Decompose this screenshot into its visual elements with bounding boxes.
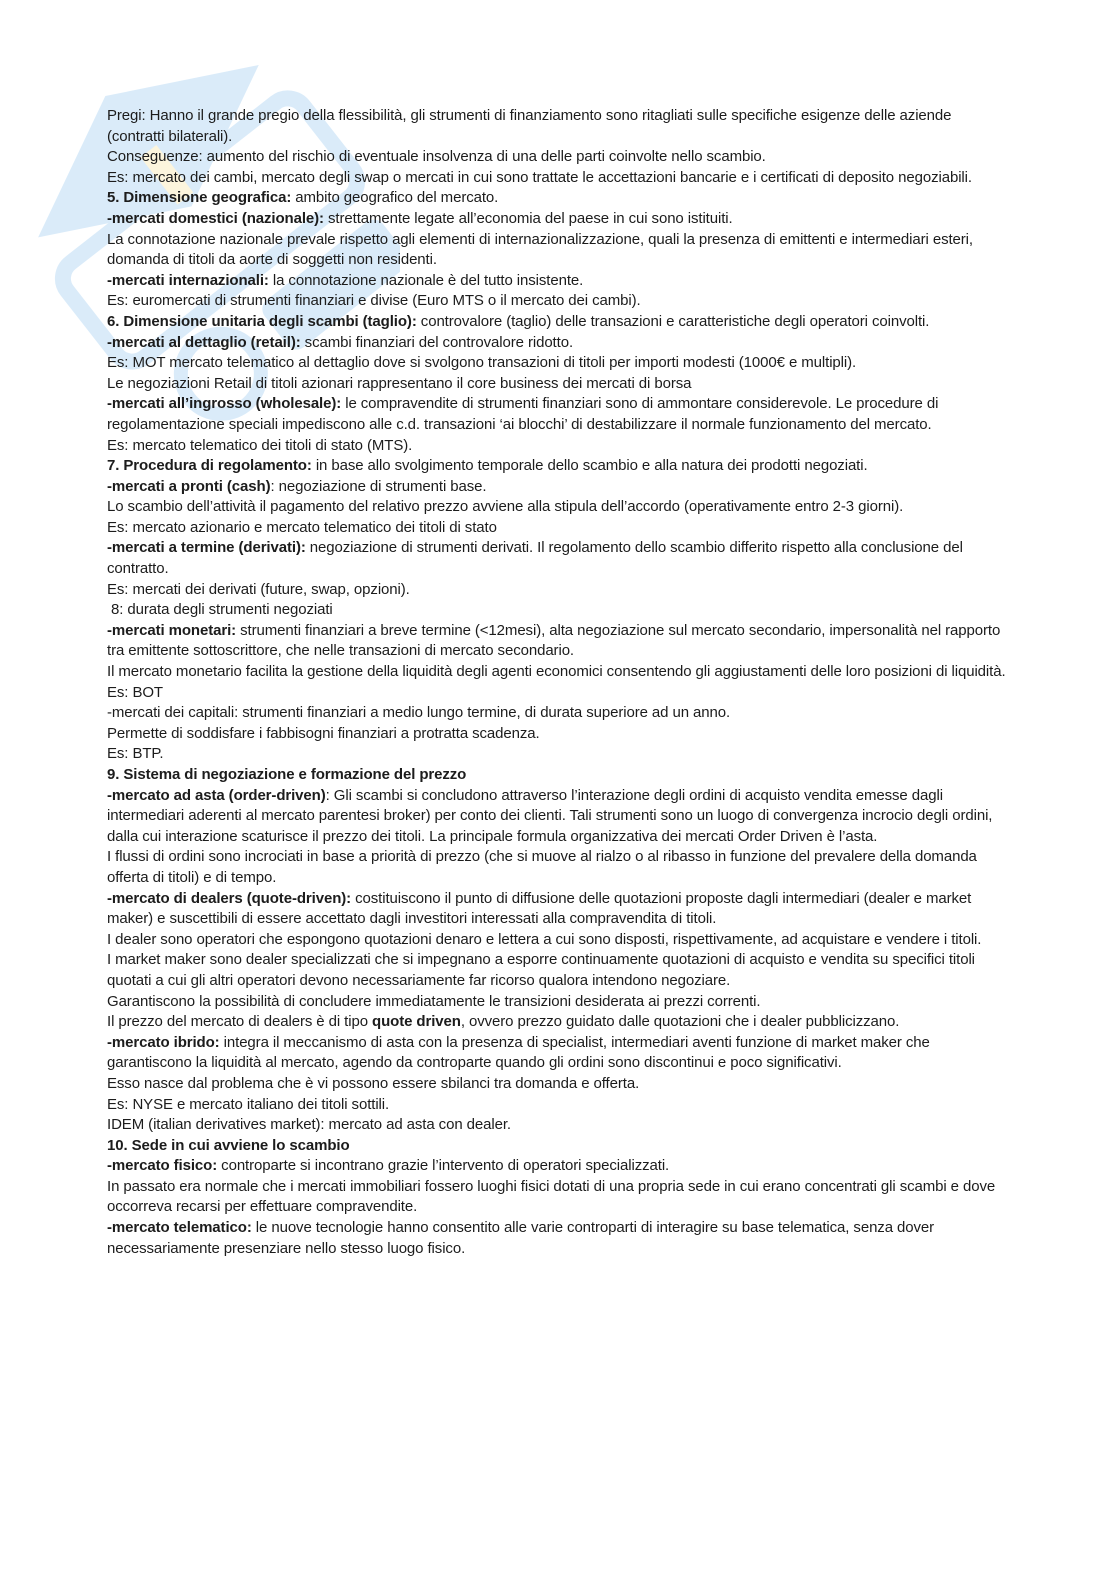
heading-10: 10. Sede in cui avviene lo scambio [107, 1136, 350, 1154]
item-term: -mercati domestici (nazionale): [107, 209, 324, 227]
heading-9: 9. Sistema di negoziazione e formazione del prezzo [107, 766, 467, 783]
item-term: -mercati a termine (derivati): [107, 539, 306, 557]
prezzo-term: quote driven [372, 1013, 461, 1031]
paragraph-prezzo [107, 1012, 1007, 1033]
paragraph-dealer: I dealer sono operatori che espongono quotazioni denaro e lettera a cui sono disposti, rispettivamente, ad acquistare e vendere i titoli. [107, 930, 982, 948]
heading-5-title: 5. Dimensione geografica: [107, 189, 292, 207]
prezzo-text-b: , ovvero prezzo guidato dalle quotazioni che i dealer pubblicizzano. [460, 1013, 900, 1031]
paragraph-conseguenze: Conseguenze: aumento del rischio di eventuale insolvenza di una delle parti coinvolte nello scambio. [107, 148, 766, 166]
item-definition: la connotazione nazionale è del tutto insistente. [268, 271, 584, 289]
item-term: -mercato telematico: [107, 1219, 252, 1237]
heading-7-title: 7. Procedura di regolamento: [107, 457, 312, 475]
paragraph-permette: Permette di soddisfare i fabbisogni finanziari a protratta scadenza. [107, 724, 540, 742]
item-definition: : Gli scambi si concludono attraverso l’interazione degli ordini di acquisto vendita emesse dagli intermediari aderenti al mercato parentesi broker) per conto dei clienti. Tali strumenti sono un luogo di convergenza incrocio degli ordini, dalla cui interazione scaturisce il prezzo dei titoli. La principale formula organizzativa dei mercati Order Driven è l’asta. [107, 786, 993, 845]
paragraph-monetario: Il mercato monetario facilita la gestione della liquidità degli agenti economici consentendo gli aggiustamenti delle loro posizioni di liquidità. [107, 663, 1006, 681]
item-term: -mercati monetari: [107, 621, 237, 639]
document-body [107, 106, 1007, 1259]
paragraph-flussi: I flussi di ordini sono incrociati in base a priorità di prezzo (che si muove al rialzo o al ribasso in funzione del prevalere della domanda offerta di titoli) e di tempo. [107, 848, 977, 886]
item-mercati-monetari [107, 621, 1007, 662]
paragraph-scambio: Lo scambio dell’attività il pagamento del relativo prezzo avviene alla stipula dell’accordo (operativamente entro 2-3 giorni). [107, 498, 904, 516]
item-mercati-ingrosso [107, 394, 1007, 435]
item-mercato-telematico [107, 1218, 1007, 1259]
paragraph-capitali: -mercati dei capitali: strumenti finanziari a medio lungo termine, di durata superiore ad un anno. [107, 704, 731, 722]
paragraph-market-maker: I market maker sono dealer specializzati che si impegnano a esporre continuamente quotazioni di acquisto e vendita su specifici titoli quotati a cui gli altri operatori devono necessariamente far ricorso qualora intendono negoziare. [107, 951, 975, 989]
item-term: -mercati a pronti (cash) [107, 477, 271, 495]
item-mercati-termine [107, 538, 1007, 579]
item-mercati-domestici [107, 209, 1007, 230]
item-definition: scambi finanziari del controvalore ridotto. [300, 333, 574, 351]
paragraph-example-mot: Es: MOT mercato telematico al dettaglio dove si svolgono transazioni di titoli per importi modesti (1000€ e multipli). [107, 354, 857, 372]
item-definition: controparte si incontrano grazie l’intervento di operatori specializzati. [217, 1157, 670, 1175]
prezzo-text-a: Il prezzo del mercato di dealers è di tipo [107, 1013, 373, 1031]
item-mercato-dealers [107, 889, 1007, 930]
heading-6-title: 6. Dimensione unitaria degli scambi (taglio): [107, 312, 417, 330]
item-mercati-dettaglio [107, 333, 1007, 354]
paragraph-retail: Le negoziazioni Retail di titoli azionari rappresentano il core business dei mercati di borsa [107, 374, 692, 392]
item-definition: strumenti finanziari a breve termine (<12mesi), alta negoziazione sul mercato secondario, impersonalità nel rapporto tra emittente sottoscrittore, che nelle transazioni di mercato secondario. [107, 621, 1001, 660]
item-mercato-fisico [107, 1156, 1007, 1177]
item-term: -mercati internazionali: [107, 271, 269, 289]
heading-5-text: ambito geografico del mercato. [291, 189, 499, 207]
item-mercato-ibrido [107, 1033, 1007, 1074]
heading-6-text: controvalore (taglio) delle transazioni e caratteristiche degli operatori coinvolti. [416, 312, 930, 330]
paragraph-example-nyse: Es: NYSE e mercato italiano dei titoli sottili. [107, 1095, 390, 1113]
paragraph-connotazione: La connotazione nazionale prevale rispetto agli elementi di internazionalizzazione, quali la presenza di emittenti e intermediari esteri, domanda di titoli da aorte di soggetti non residenti. [107, 230, 973, 269]
paragraph-example-mts: Es: mercato telematico dei titoli di stato (MTS). [107, 436, 413, 454]
item-term: -mercato di dealers (quote-driven): [107, 889, 352, 907]
paragraph-garantiscono: Garantiscono la possibilità di concludere immediatamente le transizioni desiderata ai prezzi correnti. [107, 992, 761, 1010]
item-term: -mercati all’ingrosso (wholesale): [107, 395, 342, 413]
item-term: -mercato ad asta (order-driven) [107, 786, 326, 804]
item-term: -mercati al dettaglio (retail): [107, 333, 301, 351]
paragraph-pregi: Pregi: Hanno il grande pregio della flessibilità, gli strumenti di finanziamento sono ritagliati sulle specifiche esigenze delle aziende (contratti bilaterali). [107, 107, 952, 145]
paragraph-example-btp: Es: BTP. [107, 745, 164, 763]
item-definition: : negoziazione di strumenti base. [270, 477, 487, 495]
paragraph-example-cambi: Es: mercato dei cambi, mercato degli swap o mercati in cui sono trattate le accettazioni bancarie e i certificati di deposito negoziabili. [107, 168, 972, 186]
item-definition: negoziazione di strumenti derivati. Il regolamento dello scambio differito rispetto alla conclusione del contratto. [107, 539, 963, 578]
heading-6 [107, 312, 1007, 333]
item-mercati-internazionali [107, 271, 1007, 292]
paragraph-passato: In passato era normale che i mercati immobiliari fossero luoghi fisici dotati di una propria sede in cui erano concentrati gli scambi e dove occorreva recarsi per effettuare compravendite. [107, 1177, 996, 1216]
paragraph-example-euromercati: Es: euromercati di strumenti finanziari e divise (Euro MTS o il mercato dei cambi). [107, 292, 641, 310]
paragraph-example-azionario: Es: mercato azionario e mercato telematico dei titoli di stato [107, 518, 497, 536]
paragraph-example-bot: Es: BOT [107, 683, 163, 701]
item-mercati-pronti [107, 477, 1007, 498]
paragraph-idem: IDEM (italian derivatives market): mercato ad asta con dealer. [107, 1116, 511, 1134]
item-definition: le nuove tecnologie hanno consentito alle varie controparti di interagire su base telematica, senza dover necessariamente presenziare nello stesso luogo fisico. [107, 1219, 935, 1257]
item-definition: le compravendite di strumenti finanziari sono di ammontare considerevole. Le procedure di regolamentazione speciali impediscono alle c.d. transazioni ‘ai blocchi’ di destabilizzare il normale funzionamento del mercato. [107, 395, 939, 433]
item-mercato-asta [107, 786, 1007, 848]
item-definition: costituiscono il punto di diffusione delle quotazioni proposte dagli intermediari (dealer e market maker) e suscettibili di essere accettato dagli investitori interessati alla compravendita di titoli. [107, 889, 972, 928]
heading-7-text: in base allo svolgimento temporale dello scambio e alla natura dei prodotti negoziati. [311, 457, 868, 475]
paragraph-example-derivati: Es: mercati dei derivati (future, swap, opzioni). [107, 580, 410, 598]
paragraph-esso: Esso nasce dal problema che è vi possono essere sbilanci tra domanda e offerta. [107, 1074, 640, 1092]
heading-5 [107, 188, 1007, 209]
heading-7 [107, 456, 1007, 477]
item-term: -mercato ibrido: [107, 1033, 220, 1051]
heading-8: 8: durata degli strumenti negoziati [111, 601, 333, 619]
item-definition: strettamente legate all’economia del paese in cui sono istituiti. [323, 209, 733, 227]
item-definition: integra il meccanismo di asta con la presenza di specialist, intermediari aventi funzione di market maker che garantiscono la liquidità al mercato, agendo da controparte quando gli ordini sono discontinui e poco significativi. [107, 1033, 930, 1072]
item-term: -mercato fisico: [107, 1157, 218, 1175]
